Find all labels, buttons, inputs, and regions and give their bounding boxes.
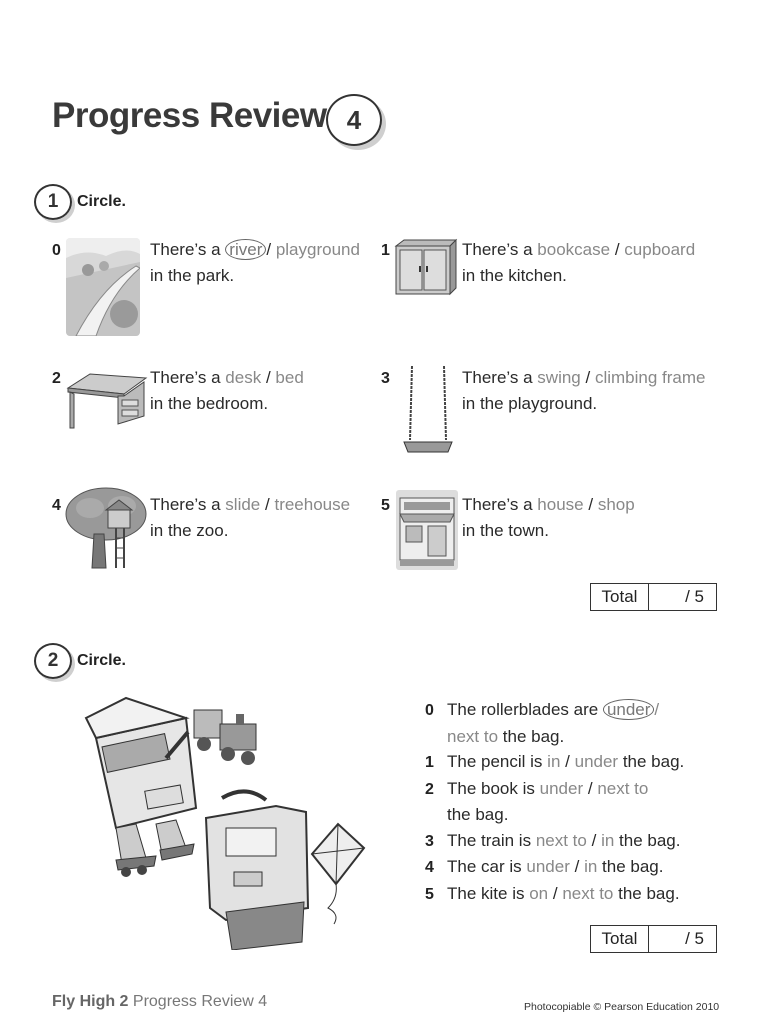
s2-item-5-number: 5 <box>425 885 434 903</box>
s2-item-0 <box>425 697 725 749</box>
section-2-list <box>425 697 725 907</box>
s2-item-3 <box>425 828 725 855</box>
s2-item-4-option-2[interactable]: in <box>584 857 598 876</box>
s1-item-3-sentence <box>462 365 706 417</box>
s2-item-5-option-1[interactable]: on <box>529 883 549 903</box>
s1-item-2-pre: There’s a <box>150 368 221 387</box>
s1-item-3-option-2[interactable]: climbing frame <box>594 368 706 387</box>
s2-item-5-sep: / <box>552 883 558 903</box>
s1-item-1-option-2[interactable]: cupboard <box>624 240 696 259</box>
section-1-total-label: Total <box>591 584 649 610</box>
s1-item-0-line2: in the park. <box>150 266 235 285</box>
s1-item-1-number: 1 <box>381 242 390 259</box>
s1-item-4-pre: There’s a <box>150 495 221 514</box>
s1-item-0-sentence <box>150 237 360 289</box>
section-1-number: 1 <box>34 184 72 220</box>
section-2-total-label: Total <box>591 926 649 952</box>
section-2-total-score[interactable]: / 5 <box>685 929 704 948</box>
s2-item-4-pre: The car is <box>447 857 522 876</box>
s2-item-0-option-2[interactable]: next to <box>447 726 499 746</box>
s2-item-0-option-1-circled[interactable]: under <box>603 699 654 720</box>
s2-item-1 <box>425 749 725 776</box>
s2-item-3-pre: The train is <box>447 830 532 850</box>
s1-item-2-number: 2 <box>52 370 61 387</box>
s1-item-4-option-2[interactable]: treehouse <box>274 495 351 514</box>
desk-icon <box>66 370 148 432</box>
s2-item-2-option-1[interactable]: under <box>539 778 584 798</box>
s2-item-4-sep: / <box>574 857 580 876</box>
s1-item-2-sentence <box>150 365 304 417</box>
section-1-total-box <box>590 583 717 611</box>
s2-item-5-post: the bag. <box>618 883 680 903</box>
s1-item-1-option-1[interactable]: bookcase <box>537 240 611 259</box>
s2-item-1-post: the bag. <box>622 752 685 771</box>
s1-item-5-sentence <box>462 492 635 544</box>
bags-and-toys-illustration <box>76 688 368 950</box>
s2-item-1-sep: / <box>565 752 570 771</box>
footer-brand <box>52 993 267 1011</box>
s1-item-0-option-2[interactable]: playground <box>275 240 360 259</box>
s1-item-3-line2: in the playground. <box>462 394 598 413</box>
section-1-instruction: Circle. <box>77 193 126 210</box>
s2-item-4-option-1[interactable]: under <box>526 857 570 876</box>
s1-item-0-number: 0 <box>52 242 61 259</box>
s2-item-0-sep: / <box>654 700 660 719</box>
s1-item-4-number: 4 <box>52 497 61 514</box>
shop-icon <box>396 490 458 570</box>
s1-item-5-option-1[interactable]: house <box>537 495 584 514</box>
s2-item-3-number: 3 <box>425 832 434 850</box>
s2-item-5 <box>425 881 725 908</box>
s2-item-3-option-2[interactable]: in <box>601 830 615 850</box>
cupboard-icon <box>394 238 458 296</box>
s2-item-0-pre: The rollerblades are <box>447 700 599 719</box>
s1-item-5-line2: in the town. <box>462 521 549 540</box>
treehouse-icon <box>64 484 148 570</box>
swing-icon <box>402 366 454 456</box>
s1-item-2-option-1[interactable]: desk <box>225 368 262 387</box>
s1-item-2-option-2[interactable]: bed <box>275 368 304 387</box>
s1-item-0-pre: There’s a <box>150 240 221 259</box>
s2-item-2-sep: / <box>587 778 593 798</box>
s2-item-4 <box>425 854 725 881</box>
s2-item-0-number: 0 <box>425 702 434 719</box>
s2-item-3-sep: / <box>591 830 597 850</box>
s2-item-0-post: the bag. <box>502 726 565 746</box>
s2-item-1-number: 1 <box>425 754 434 771</box>
s1-item-1-pre: There’s a <box>462 240 533 259</box>
s1-item-4-line2: in the zoo. <box>150 521 229 540</box>
s1-item-5-pre: There’s a <box>462 495 533 514</box>
s2-item-2 <box>425 776 725 828</box>
s1-item-5-option-2[interactable]: shop <box>597 495 635 514</box>
s2-item-3-option-1[interactable]: next to <box>535 830 587 850</box>
s2-item-3-post: the bag. <box>619 830 681 850</box>
s2-item-4-number: 4 <box>425 859 434 876</box>
s2-item-2-option-2[interactable]: next to <box>597 778 649 798</box>
s1-item-4-option-1[interactable]: slide <box>225 495 261 514</box>
s2-item-1-option-2[interactable]: under <box>574 752 619 771</box>
footer-copyright: Photocopiable © Pearson Education 2010 <box>524 1001 720 1013</box>
section-2-total-box <box>590 925 717 953</box>
s1-item-0-option-1-circled[interactable]: river <box>225 239 266 260</box>
review-number-badge: 4 <box>326 94 382 146</box>
s1-item-3-sep: / <box>585 368 591 387</box>
s2-item-5-option-2[interactable]: next to <box>562 883 614 903</box>
s1-item-3-pre: There’s a <box>462 368 533 387</box>
s1-item-1-line2: in the kitchen. <box>462 266 567 285</box>
s2-item-2-pre: The book is <box>447 778 535 798</box>
park-river-icon <box>66 238 140 336</box>
s2-item-1-option-1[interactable]: in <box>547 752 561 771</box>
s1-item-5-sep: / <box>588 495 594 514</box>
section-2-number: 2 <box>34 643 72 679</box>
s1-item-5-number: 5 <box>381 497 390 514</box>
s1-item-3-option-1[interactable]: swing <box>537 368 581 387</box>
s2-item-1-pre: The pencil is <box>447 752 543 771</box>
s1-item-2-sep: / <box>265 368 271 387</box>
s1-item-1-sentence <box>462 237 695 289</box>
footer-brand-name: Fly High 2 <box>52 993 129 1010</box>
footer-title: Progress Review 4 <box>132 993 268 1010</box>
s1-item-1-sep: / <box>614 240 620 259</box>
s1-item-0-sep: / <box>266 240 272 259</box>
s2-item-2-number: 2 <box>425 780 434 798</box>
s1-item-4-sep: / <box>265 495 270 514</box>
s2-item-2-post: the bag. <box>447 805 509 824</box>
page-title: Progress Review <box>52 96 327 135</box>
s1-item-3-number: 3 <box>381 370 390 387</box>
s2-item-5-pre: The kite is <box>447 883 525 903</box>
s1-item-4-sentence <box>150 492 350 544</box>
s2-item-4-post: the bag. <box>602 857 664 876</box>
section-2-instruction: Circle. <box>77 652 126 669</box>
s1-item-2-line2: in the bedroom. <box>150 394 269 413</box>
section-1-total-score[interactable]: / 5 <box>685 587 704 606</box>
